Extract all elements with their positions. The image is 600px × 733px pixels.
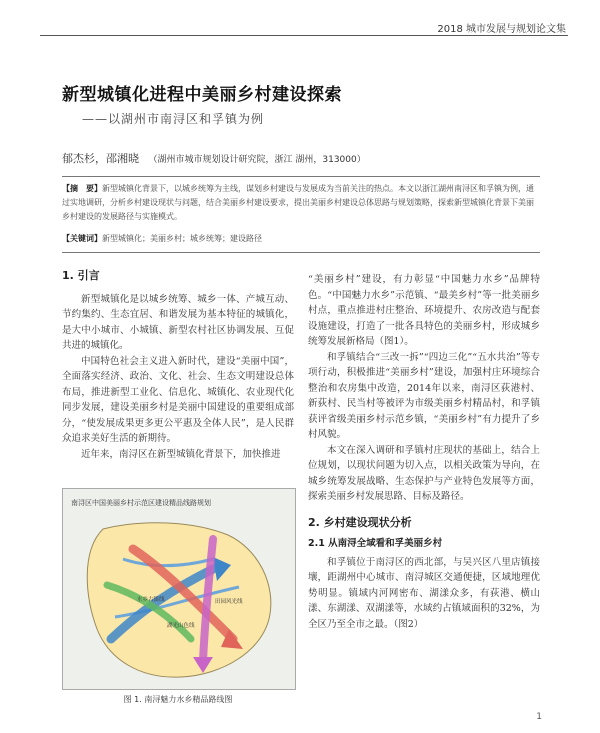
intro-paragraph-3: 近年来，南浔区在新型城镇化背景下，加快推进 [81, 448, 281, 460]
keywords [62, 232, 540, 245]
header-rule [40, 35, 568, 36]
author-affiliation: （湖州市城市规划设计研究院，浙江 湖州，313000） [148, 155, 366, 165]
abstract-top-rule [62, 176, 540, 177]
abstract-bottom-rule [62, 252, 540, 253]
district-boundary [87, 523, 271, 677]
section-1-heading: 1. 引言 [62, 269, 100, 282]
route-map-graphic [63, 489, 295, 689]
section-2-1-heading: 2.1 从南浔全域看和孚美丽乡村 [308, 538, 443, 549]
route-label-1: 水乡古镇线 [137, 597, 165, 603]
author-line [62, 150, 372, 166]
route-label-3: 田园风光线 [215, 599, 243, 605]
paper-subtitle: ——以湖州市南浔区和孚镇为例 [82, 112, 265, 126]
section-2-1-text: 和孚镇位于南浔区的西北部，与吴兴区八里店镇接壤，距湖州中心城市、南浔城区交通便捷，区域地理优势明显。镇域内河网密布、湖漾众多，有荻港、横山漾、东湖漾、双湖漾等，水域约占镇域面积的32%，为全区乃至全市之最。（图2） [308, 556, 540, 630]
right-paragraph-1: “美丽乡村”建设，有力彰显“中国魅力水乡”品牌特色。“中国魅力水乡”示范镇、“最美乡村”等一批美丽乡村点，重点推进村庄整治、环境提升、农房改造与配套设施建设，打造了一批各具特色的美丽乡村，形成城乡统筹发展新格局（图1）。 [308, 274, 540, 347]
figure-1-caption: 图 1. 南浔魅力水乡精品路线图 [123, 695, 233, 704]
intro-paragraph-1: 新型城镇化是以城乡统筹、城乡一体、产城互动、节约集约、生态宜居、和谐发展为基本特征的城镇化，是大中小城市、小城镇、新型农村社区协调发展、互促共进的城镇化。 [62, 293, 294, 351]
right-paragraph-3: 本文在深入调研和孚镇村庄现状的基础上，结合上位规划，以现状问题为切入点，以相关政策为导向，在城乡统筹发展战略、生态保护与产业特色发展等方面，探索美丽乡村发展思路、目标及路径。 [308, 444, 540, 502]
right-paragraph-2: 和孚镇结合“三改一拆”“四边三化”“五水共治”等专项行动，积极推进“美丽乡村”建设，加强村庄环境综合整治和农房集中改造，2014年以来，南浔区荻港村、新荻村、民当村等被评为市级美丽乡村精品村，和孚镇获评省级美丽乡村示范乡镇，“美丽乡村”有力提升了乡村风貌。 [308, 351, 540, 440]
abstract-text: 新型城镇化背景下，以城乡统筹为主线，谋划乡村建设与发展成为当前关注的热点。本文以浙江湖州南浔区和孚镇为例，通过实地调研，分析乡村建设现状与问题，结合美丽乡村建设要求，提出美丽乡村建设总体思路与规划策略，探索新型城镇化背景下美丽乡村建设的发展路径与实施模式。 [62, 184, 534, 221]
figure-1-map [62, 488, 296, 690]
right-column [308, 272, 540, 632]
keywords-label: 【关键词】 [62, 234, 102, 243]
left-column [62, 268, 294, 462]
section-2-heading: 2. 乡村建设现状分析 [308, 515, 412, 529]
keywords-text: 新型城镇化；美丽乡村；城乡统筹；建设路径 [102, 234, 262, 243]
route-label-2: 湖光山色线 [167, 623, 195, 629]
author-names: 郁杰杉，邵湘晓 [62, 152, 139, 165]
intro-paragraph-2: 中国特色社会主义进入新时代，建设“美丽中国”，全面落实经济、政治、文化、社会、生态文明建设总体布局，推进新型工业化、信息化、城镇化、农业现代化同步发展，建设美丽乡村是美丽中国建设的重要组成部分，“使发展成果更多更公平惠及全体人民”，是人民群众追求美好生活的新期待。 [62, 355, 294, 444]
running-header: 2018 城市发展与规划论文集 [437, 24, 566, 35]
page-number: 1 [536, 712, 542, 722]
paper-title: 新型城镇化进程中美丽乡村建设探索 [62, 85, 342, 105]
figure-heading: 南浔区中国美丽乡村示范区建设精品线路规划 [71, 499, 211, 507]
abstract-label: 【摘 要】 [62, 184, 102, 193]
abstract [62, 182, 540, 224]
